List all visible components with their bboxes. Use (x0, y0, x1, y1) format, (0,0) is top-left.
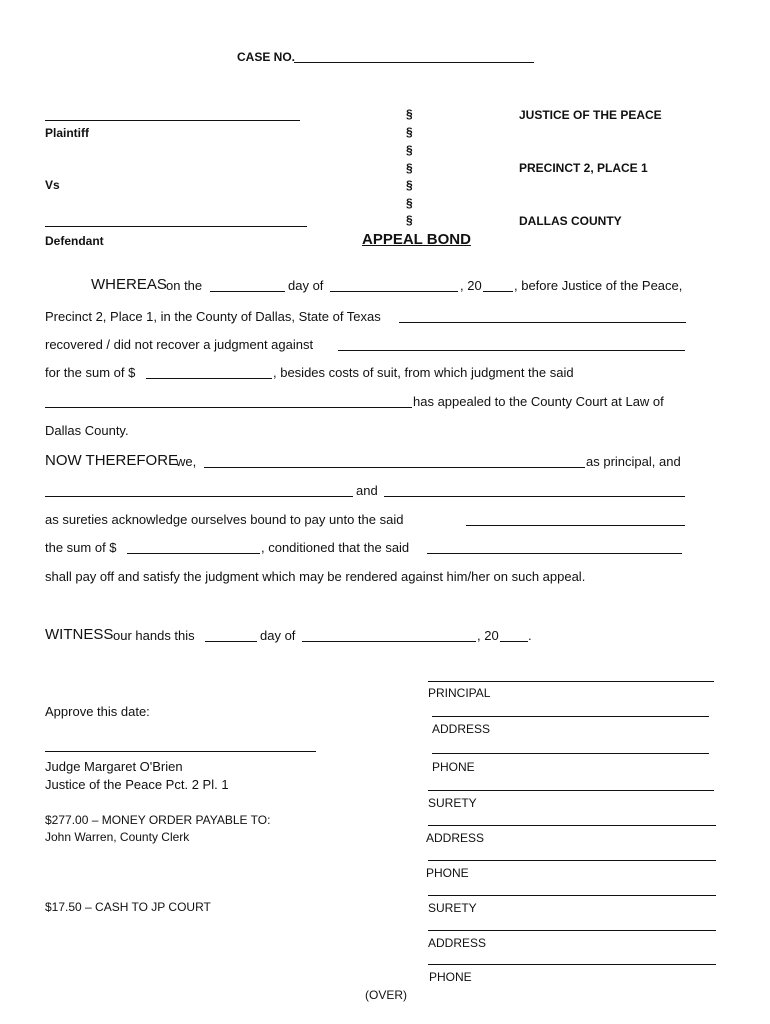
address-label: ADDRESS (426, 831, 485, 845)
year-field[interactable] (483, 291, 513, 292)
page-title: APPEAL BOND (362, 231, 471, 248)
plaintiff-label: Plaintiff (45, 126, 89, 140)
court-county: DALLAS COUNTY (519, 214, 622, 228)
over-note: (OVER) (365, 988, 407, 1002)
body-text: recovered / did not recover a judgment against (45, 337, 314, 352)
appellant-field[interactable] (45, 407, 412, 408)
fee-cash: $17.50 – CASH TO JP COURT (45, 900, 211, 914)
whereas-word: WHEREAS (91, 276, 167, 293)
body-text: our hands this (113, 628, 195, 643)
surety1-address-line[interactable] (428, 825, 716, 826)
principal-name-field[interactable] (204, 467, 585, 468)
day-field[interactable] (210, 291, 285, 292)
fee-money-order: $277.00 – MONEY ORDER PAYABLE TO: (45, 813, 271, 827)
phone-label: PHONE (426, 866, 469, 880)
obligee-field[interactable] (466, 525, 685, 526)
court-precinct: PRECINCT 2, PLACE 1 (519, 161, 648, 175)
section-symbol: § (406, 213, 413, 227)
principal-label: PRINCIPAL (428, 686, 491, 700)
body-text: Precinct 2, Place 1, in the County of Dallas, State of Texas (45, 309, 381, 324)
section-symbol: § (406, 161, 413, 175)
body-text: the sum of $ (45, 540, 117, 555)
defendant-said-field[interactable] (427, 553, 682, 554)
surety1-phone-line[interactable] (428, 860, 716, 861)
judge-signature-line[interactable] (45, 751, 316, 752)
fee-payee: John Warren, County Clerk (45, 830, 190, 844)
witness-word: WITNESS (45, 626, 114, 643)
body-text: and (356, 483, 378, 498)
approve-label: Approve this date: (45, 704, 150, 719)
case-no-field[interactable] (294, 62, 534, 63)
section-symbol: § (406, 143, 413, 157)
section-symbol: § (406, 178, 413, 192)
defendant-label: Defendant (45, 234, 104, 248)
witness-day-field[interactable] (205, 641, 257, 642)
court-name: JUSTICE OF THE PEACE (519, 108, 662, 122)
surety2-signature-line[interactable] (428, 895, 716, 896)
body-text: on the (166, 278, 203, 293)
principal-signature-line[interactable] (428, 681, 714, 682)
body-text: . (528, 628, 532, 643)
case-no-label: CASE NO. (237, 50, 296, 64)
body-text: as principal, and (586, 454, 681, 469)
month-field[interactable] (330, 291, 458, 292)
section-symbol: § (406, 125, 413, 139)
body-text: day of (260, 628, 296, 643)
vs-label: Vs (45, 178, 60, 192)
body-text: , before Justice of the Peace, (514, 278, 683, 293)
address-label: ADDRESS (428, 936, 487, 950)
body-text: as sureties acknowledge ourselves bound to pay unto the said (45, 512, 404, 527)
surety1-signature-line[interactable] (428, 790, 714, 791)
surety-label: SURETY (428, 796, 477, 810)
surety2-address-line[interactable] (428, 930, 716, 931)
body-text: day of (288, 278, 324, 293)
plaintiff-name-line[interactable] (45, 120, 300, 121)
surety2-name-field[interactable] (384, 496, 685, 497)
plaintiff-recovered-field[interactable] (399, 322, 686, 323)
surety1-name-field[interactable] (45, 496, 353, 497)
body-text: for the sum of $ (45, 365, 136, 380)
surety-label: SURETY (428, 901, 477, 915)
judge-title: Justice of the Peace Pct. 2 Pl. 1 (45, 777, 229, 792)
address-label: ADDRESS (432, 722, 491, 736)
body-text: , besides costs of suit, from which judgment the said (273, 365, 574, 380)
judgment-against-field[interactable] (338, 350, 685, 351)
principal-address-line[interactable] (432, 716, 709, 717)
body-text: Dallas County. (45, 423, 129, 438)
section-symbol: § (406, 196, 413, 210)
body-text: has appealed to the County Court at Law of (413, 394, 664, 409)
now-therefore: NOW THEREFORE (45, 452, 179, 469)
phone-label: PHONE (429, 970, 472, 984)
witness-year-field[interactable] (500, 641, 528, 642)
body-text: , conditioned that the said (261, 540, 410, 555)
phone-label: PHONE (432, 760, 475, 774)
principal-phone-line[interactable] (432, 753, 709, 754)
body-text: , 20 (460, 278, 482, 293)
bond-amount-field[interactable] (127, 553, 260, 554)
defendant-name-line[interactable] (45, 226, 307, 227)
section-symbol: § (406, 107, 413, 121)
judgment-amount-field[interactable] (146, 378, 272, 379)
judge-name: Judge Margaret O'Brien (45, 759, 183, 774)
surety2-phone-line[interactable] (428, 964, 716, 965)
body-text: we, (176, 454, 197, 469)
body-text: shall pay off and satisfy the judgment which may be rendered against him/her on such appeal. (45, 569, 586, 584)
witness-month-field[interactable] (302, 641, 476, 642)
body-text: , 20 (477, 628, 499, 643)
